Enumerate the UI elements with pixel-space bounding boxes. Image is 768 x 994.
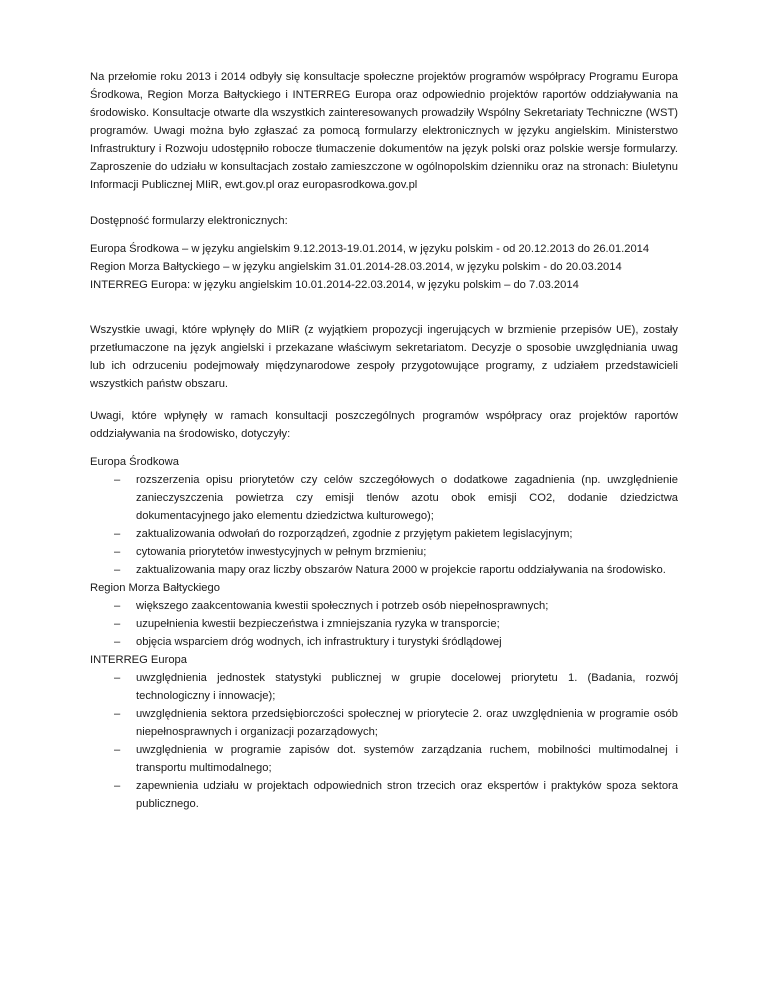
section-title: INTERREG Europa xyxy=(90,654,187,666)
list-item: – uwzględnienia w programie zapisów dot. systemów zarządzania ruchem, mobilności multimodalnej i transportu multimodalnego; xyxy=(136,741,678,777)
list-item: – zaktualizowania odwołań do rozporządzeń, zgodnie z przyjętym pakietem legislacyjnym; xyxy=(136,525,678,543)
list-item: – cytowania priorytetów inwestycyjnych w pełnym brzmieniu; xyxy=(136,543,678,561)
availability-line-baltic-sea: Region Morza Bałtyckiego – w języku angielskim 31.01.2014-28.03.2014, w języku polskim - do 20.03.2014 xyxy=(90,261,622,273)
section-title: Region Morza Bałtyckiego xyxy=(90,582,220,594)
section-baltic-sea xyxy=(90,579,678,651)
list-item: – zapewnienia udziału w projektach odpowiednich stron trzecich oraz ekspertów i praktyków spoza sektora publicznego. xyxy=(136,777,678,813)
list-item: – uwzględnienia jednostek statystyki publicznej w grupie docelowej priorytetu 1. (Badania, rozwój technologiczny i innowacje); xyxy=(136,669,678,705)
section-interreg-europe xyxy=(90,651,678,813)
list-item: – uwzględnienia sektora przedsiębiorczości społecznej w priorytecie 2. oraz uwzględnienia w programie osób niepełnosprawnych i organizacji pozarządowych; xyxy=(136,705,678,741)
document-page xyxy=(90,68,678,813)
section-central-europe xyxy=(90,453,678,579)
list-item: – uzupełnienia kwestii bezpieczeństwa i zmniejszania ryzyka w transporcie; xyxy=(136,615,678,633)
list-item: – większego zaakcentowania kwestii społecznych i potrzeb osób niepełnosprawnych; xyxy=(136,597,678,615)
availability-line-central-europe: Europa Środkowa – w języku angielskim 9.12.2013-19.01.2014, w języku polskim - od 20.12.2013 do 26.01.2014 xyxy=(90,243,650,255)
list-item: – rozszerzenia opisu priorytetów czy celów szczegółowych o dodatkowe zagadnienia (np. uwzględnienie zanieczyszczenia powietrza czy emisji tlenów azotu obok emisji CO2, dodanie dziedzictwa dokumentacyjnego jako elementu dziedzictwa kulturowego); xyxy=(136,471,678,525)
intro-paragraph: Na przełomie roku 2013 i 2014 odbyły się konsultacje społeczne projektów programów współpracy Programu Europa Środkowa, Region Morza Bałtyckiego i INTERREG Europa oraz odpowiednio projektów raportów oddziaływania na środowisko. Konsultacje otwarte dla wszystkich zainteresowanych prowadziły Wspólny Sekretariaty Techniczne (WST) programów. Uwagi można było zgłaszać za pomocą formularzy elektronicznych w języku angielskim. Ministerstwo Infrastruktury i Rozwoju udostępniło robocze tłumaczenie dokumentów na język polski oraz polskie wersje formularzy. Zaproszenie do udziału w konsultacjach zostało zamieszczone w ogólnopolskim dzienniku oraz na stronach: Biuletynu Informacji Publicznej MIiR, ewt.gov.pl oraz europasrodkowa.gov.pl xyxy=(90,71,678,191)
section-title: Europa Środkowa xyxy=(90,456,179,468)
availability-list xyxy=(90,240,678,294)
topics-intro: Uwagi, które wpłynęły w ramach konsultacji poszczególnych programów współpracy oraz projektów raportów oddziaływania na środowisko, dotyczyły: xyxy=(90,410,678,440)
availability-heading: Dostępność formularzy elektronicznych: xyxy=(90,215,288,227)
list-item: – zaktualizowania mapy oraz liczby obszarów Natura 2000 w projekcie raportu oddziaływania na środowisko. xyxy=(136,561,678,579)
remarks-paragraph: Wszystkie uwagi, które wpłynęły do MIiR (z wyjątkiem propozycji ingerujących w brzmienie przepisów UE), zostały przetłumaczone na język angielski i przekazane właściwym sekretariatom. Decyzje o sposobie uwzględniania uwag lub ich odrzuceniu podejmowały międzynarodowe zespoły przygotowujące programy, z udziałem przedstawicieli wszystkich państw obszaru. xyxy=(90,324,678,390)
list-item: – objęcia wsparciem dróg wodnych, ich infrastruktury i turystyki śródlądowej xyxy=(136,633,678,651)
availability-line-interreg: INTERREG Europa: w języku angielskim 10.01.2014-22.03.2014, w języku polskim – do 7.03.2014 xyxy=(90,279,579,291)
